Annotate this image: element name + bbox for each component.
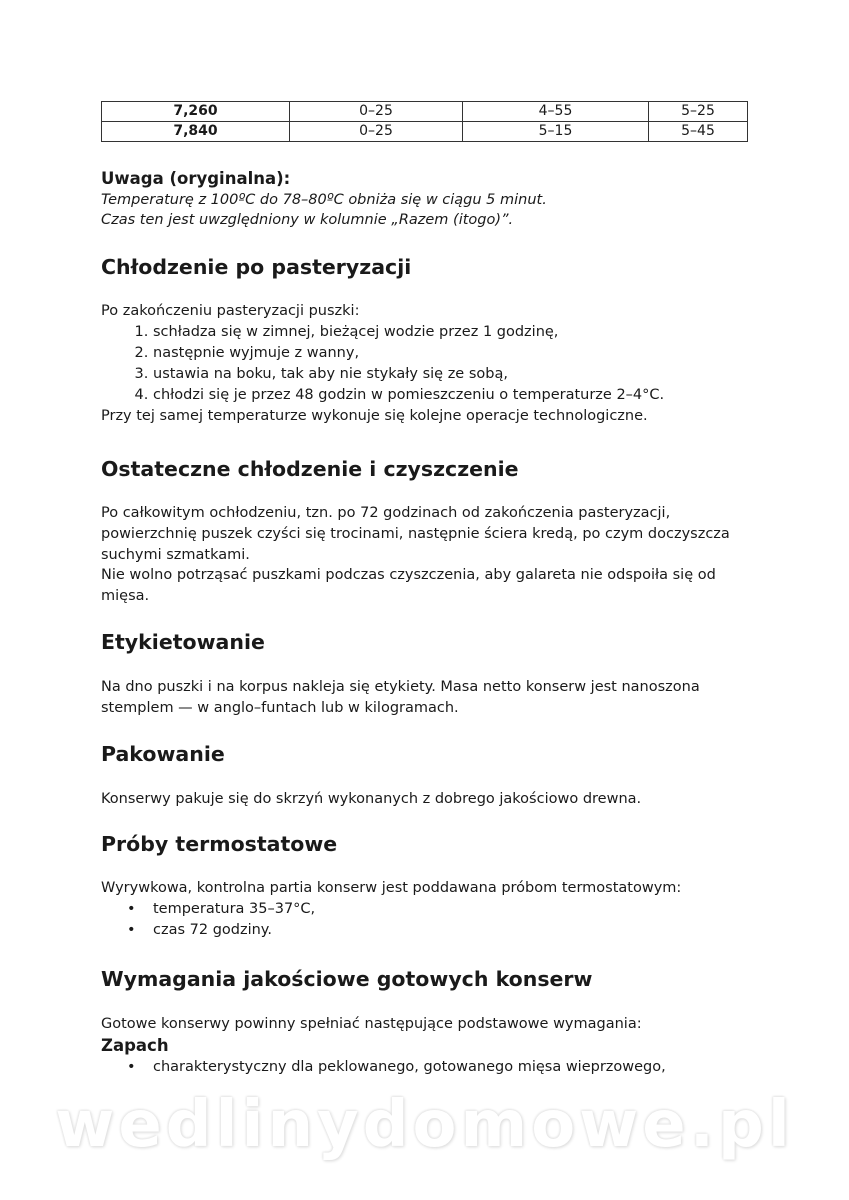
list-item: 2. następnie wyjmuje z wanny,: [153, 343, 761, 364]
text-line: mięsa.: [101, 588, 150, 605]
final-cooling-body: [101, 503, 761, 607]
paragraph: Gotowe konserwy powinny spełniać następujące podstawowe wymagania:: [101, 1016, 642, 1032]
note-heading: Uwaga (oryginalna):: [101, 169, 291, 188]
note-line: Temperaturę z 100ºC do 78–80ºC obniża się w ciągu 5 minut.: [101, 192, 547, 208]
section-thermostat: [101, 830, 761, 858]
table-cell: 0–25: [290, 122, 463, 142]
table-cell: 5–15: [463, 122, 649, 142]
list-item: 3. ustawia na boku, tak aby nie stykały się ze sobą,: [153, 364, 761, 385]
text-line: Po całkowitym ochłodzeniu, tzn. po 72 godzinach od zakończenia pasteryzacji,: [101, 505, 671, 521]
list-item: • czas 72 godziny.: [153, 920, 761, 941]
cooling-steps-list: [101, 322, 761, 406]
bullet: •: [127, 1058, 136, 1075]
section-heading: Etykietowanie: [101, 630, 265, 654]
bullet: •: [127, 900, 136, 917]
document-page: [101, 101, 748, 142]
table-cell: 7,840: [102, 122, 290, 142]
table-cell: 4–55: [463, 102, 649, 122]
table-row: [102, 122, 748, 142]
bullet: •: [127, 921, 136, 938]
thermostat-body: [101, 878, 761, 941]
section-heading: Ostateczne chłodzenie i czyszczenie: [101, 457, 519, 481]
process-time-table: [101, 101, 748, 142]
list-item: 1. schładza się w zimnej, bieżącej wodzie przez 1 godzinę,: [153, 322, 761, 343]
labeling-body: [101, 677, 761, 719]
section-heading: Wymagania jakościowe gotowych konserw: [101, 967, 593, 991]
note-line: Czas ten jest uwzględniony w kolumnie „Razem (itogo)”.: [101, 212, 514, 228]
table-cell: 5–45: [649, 122, 748, 142]
section-final-cooling: [101, 455, 761, 483]
subheading: Zapach: [101, 1035, 169, 1055]
section-packing: [101, 740, 761, 768]
original-note: [101, 168, 761, 230]
list-item: • charakterystyczny dla peklowanego, gotowanego mięsa wieprzowego,: [153, 1057, 761, 1078]
list-item: • temperatura 35–37°C,: [153, 899, 761, 920]
text-line: Nie wolno potrząsać puszkami podczas czyszczenia, aby galareta nie odspoiła się od: [101, 567, 716, 584]
paragraph: Po zakończeniu pasteryzacji puszki:: [101, 303, 360, 319]
section-cooling: [101, 253, 761, 281]
cooling-body: [101, 301, 761, 427]
paragraph: Konserwy pakuje się do skrzyń wykonanych z dobrego jakościowo drewna.: [101, 791, 642, 807]
section-heading: Chłodzenie po pasteryzacji: [101, 255, 412, 279]
text-line: stemplem — w anglo–funtach lub w kilogramach.: [101, 699, 459, 716]
section-heading: Próby termostatowe: [101, 832, 338, 856]
packing-body: [101, 789, 761, 810]
quality-body: [101, 1014, 761, 1078]
table-cell: 5–25: [649, 102, 748, 122]
text-line: powierzchnię puszek czyści się trocinami, następnie ściera kredą, po czym doczyszcza: [101, 525, 730, 542]
table-row: [102, 102, 748, 122]
quality-list: [101, 1057, 761, 1078]
text-line: suchymi szmatkami.: [101, 546, 250, 563]
table-cell: 7,260: [102, 102, 290, 122]
list-item: 4. chłodzi się je przez 48 godzin w pomieszczeniu o temperaturze 2–4°C.: [153, 385, 761, 406]
table-cell: 0–25: [290, 102, 463, 122]
section-heading: Pakowanie: [101, 742, 225, 766]
thermostat-list: [101, 899, 761, 941]
watermark: wedlinydomowe.pl: [55, 1088, 794, 1162]
paragraph: Przy tej samej temperaturze wykonuje się kolejne operacje technologiczne.: [101, 407, 648, 424]
section-quality: [101, 965, 761, 993]
text-line: Na dno puszki i na korpus nakleja się etykiety. Masa netto konserw jest nanoszona: [101, 679, 700, 695]
section-labeling: [101, 628, 761, 656]
paragraph: Wyrywkowa, kontrolna partia konserw jest poddawana próbom termostatowym:: [101, 880, 682, 896]
